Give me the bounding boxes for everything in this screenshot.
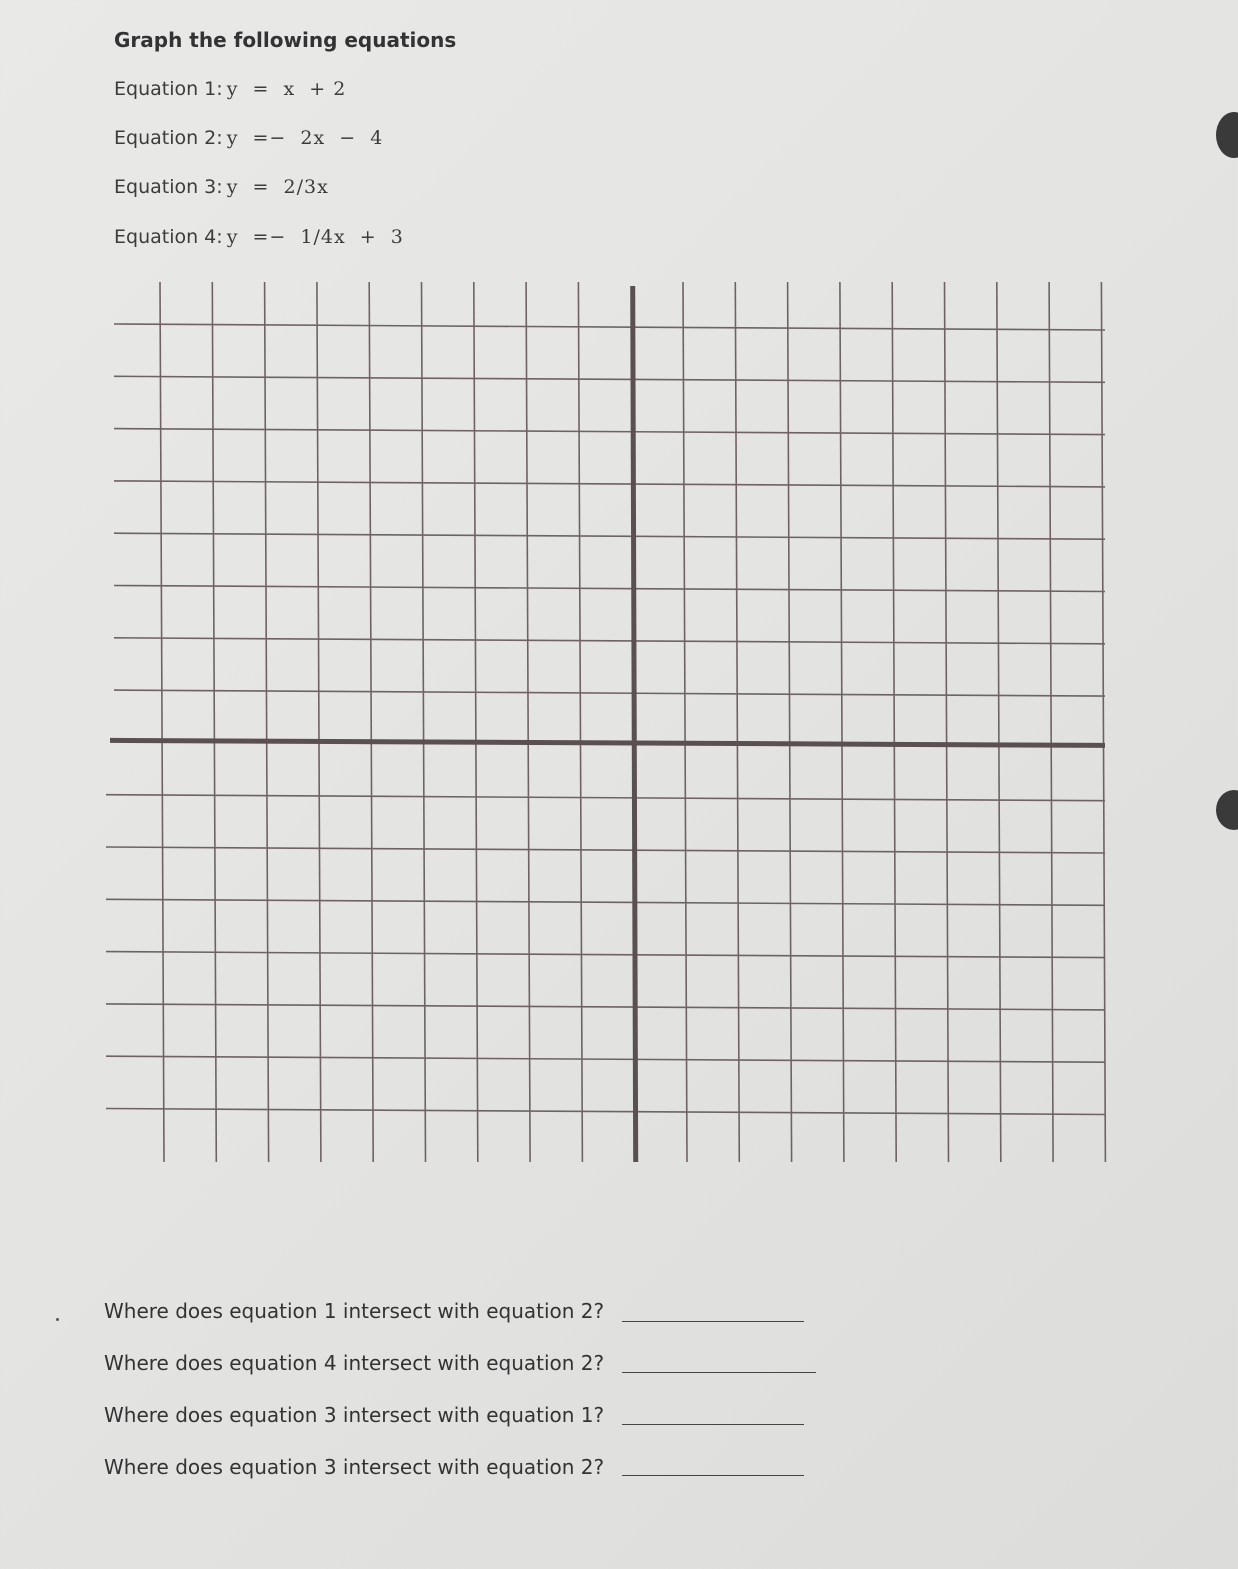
equation-1-expression: y = x + 2 — [226, 78, 347, 100]
answer-blank-4[interactable] — [622, 1475, 804, 1476]
paper-speck — [56, 1318, 59, 1321]
grid-line-horizontal — [114, 324, 1105, 330]
equation-3-expression: y = 2/3x — [226, 176, 329, 198]
grid-line-horizontal — [106, 1004, 1105, 1010]
grid-line-vertical — [265, 282, 269, 1162]
equation-2-expression: y =− 2x − 4 — [226, 127, 384, 149]
y-axis — [633, 286, 636, 1162]
grid-line-vertical — [892, 282, 896, 1162]
question-4: Where does equation 3 intersect with equation 2? — [104, 1455, 605, 1479]
question-2: Where does equation 4 intersect with equation 2? — [104, 1351, 605, 1375]
grid-line-vertical — [735, 282, 739, 1162]
grid-line-horizontal — [114, 533, 1105, 539]
equation-1-label: Equation 1: — [114, 78, 223, 100]
grid-line-vertical — [945, 282, 949, 1162]
equation-2-label: Equation 2: — [114, 127, 223, 149]
question-3: Where does equation 3 intersect with equation 1? — [104, 1403, 605, 1427]
grid-line-vertical — [526, 282, 530, 1162]
grid-line-vertical — [788, 282, 792, 1162]
grid-line-horizontal — [114, 586, 1105, 592]
grid-line-vertical — [683, 282, 687, 1162]
grid-line-horizontal — [106, 952, 1105, 958]
grid-line-vertical — [997, 282, 1001, 1162]
grid-line-vertical — [1101, 282, 1105, 1162]
answer-blank-1[interactable] — [622, 1321, 804, 1322]
answer-blank-2[interactable] — [622, 1372, 816, 1373]
answer-blank-3[interactable] — [622, 1424, 804, 1425]
question-1: Where does equation 1 intersect with equation 2? — [104, 1299, 605, 1323]
grid-line-horizontal — [106, 1056, 1105, 1062]
grid-line-horizontal — [114, 481, 1105, 487]
equation-4-expression: y =− 1/4x + 3 — [226, 226, 404, 248]
grid-line-horizontal — [106, 1109, 1105, 1115]
grid-line-vertical — [474, 282, 478, 1162]
grid-line-vertical — [317, 282, 321, 1162]
equation-3-label: Equation 3: — [114, 176, 223, 198]
grid-line-vertical — [422, 282, 426, 1162]
grid-line-vertical — [1049, 282, 1053, 1162]
grid-line-horizontal — [114, 429, 1105, 435]
grid-line-horizontal — [114, 690, 1105, 696]
grid-line-vertical — [840, 282, 844, 1162]
grid-line-vertical — [369, 282, 373, 1162]
grid-line-vertical — [160, 282, 164, 1162]
grid-line-horizontal — [114, 638, 1105, 644]
x-axis — [110, 740, 1105, 745]
grid-line-horizontal — [114, 376, 1105, 382]
worksheet-instructions: Graph the following equations — [114, 28, 457, 52]
grid-line-horizontal — [106, 795, 1105, 801]
grid-line-horizontal — [106, 847, 1105, 853]
equation-4-label: Equation 4: — [114, 226, 223, 248]
grid-line-vertical — [212, 282, 216, 1162]
grid-line-horizontal — [106, 899, 1105, 905]
grid-line-vertical — [578, 282, 582, 1162]
